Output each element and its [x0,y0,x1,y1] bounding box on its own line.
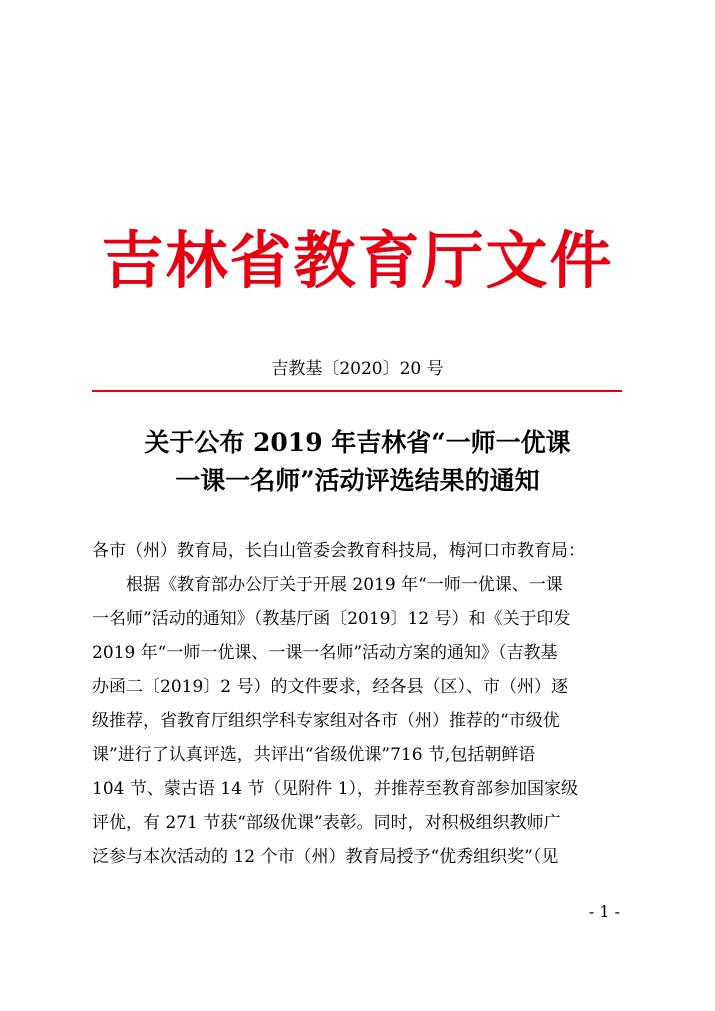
body-line: 级推荐，省教育厅组织学科专家组对各市（州）推荐的“市级优 [92,711,560,731]
body-line: 104 节、蒙古语 14 节（见附件 1），并推荐至教育部参加国家级 [92,779,579,799]
body-text [92,534,632,874]
page-number: - 1 - [588,902,620,921]
body-line: 办函二〔2019〕2 号）的文件要求，经各县（区）、市（州）逐 [92,677,568,697]
red-divider-rule [92,390,622,392]
body-line: 一名师”活动的通知》（教基厅函〔2019〕12 号）和《关于印发 [92,609,571,629]
document-header-title: 吉林省教育厅文件 [101,224,614,297]
document-number: 吉教基〔2020〕20 号 [271,359,444,379]
body-line: 根据《教育部办公厅关于开展 2019 年“一师一优课、一课 [126,575,563,595]
notice-title [0,424,715,500]
body-line: 评优，有 271 节获“部级优课”表彰。同时，对积极组织教师广 [92,813,561,833]
notice-title-line-1: 关于公布 2019 年吉林省“一师一优课 [144,428,571,457]
salutation: 各市（州）教育局，长白山管委会教育科技局，梅河口市教育局： [92,541,585,561]
body-line: 2019 年“一师一优课、一课一名师”活动方案的通知》（吉教基 [92,643,558,663]
body-line: 泛参与本次活动的 12 个市（州）教育局授予“优秀组织奖”（见 [92,847,559,867]
notice-title-line-2: 一课一名师”活动评选结果的通知 [175,466,540,495]
body-line: 课”进行了认真评选，共评出“省级优课”716 节,包括朝鲜语 [92,745,536,765]
